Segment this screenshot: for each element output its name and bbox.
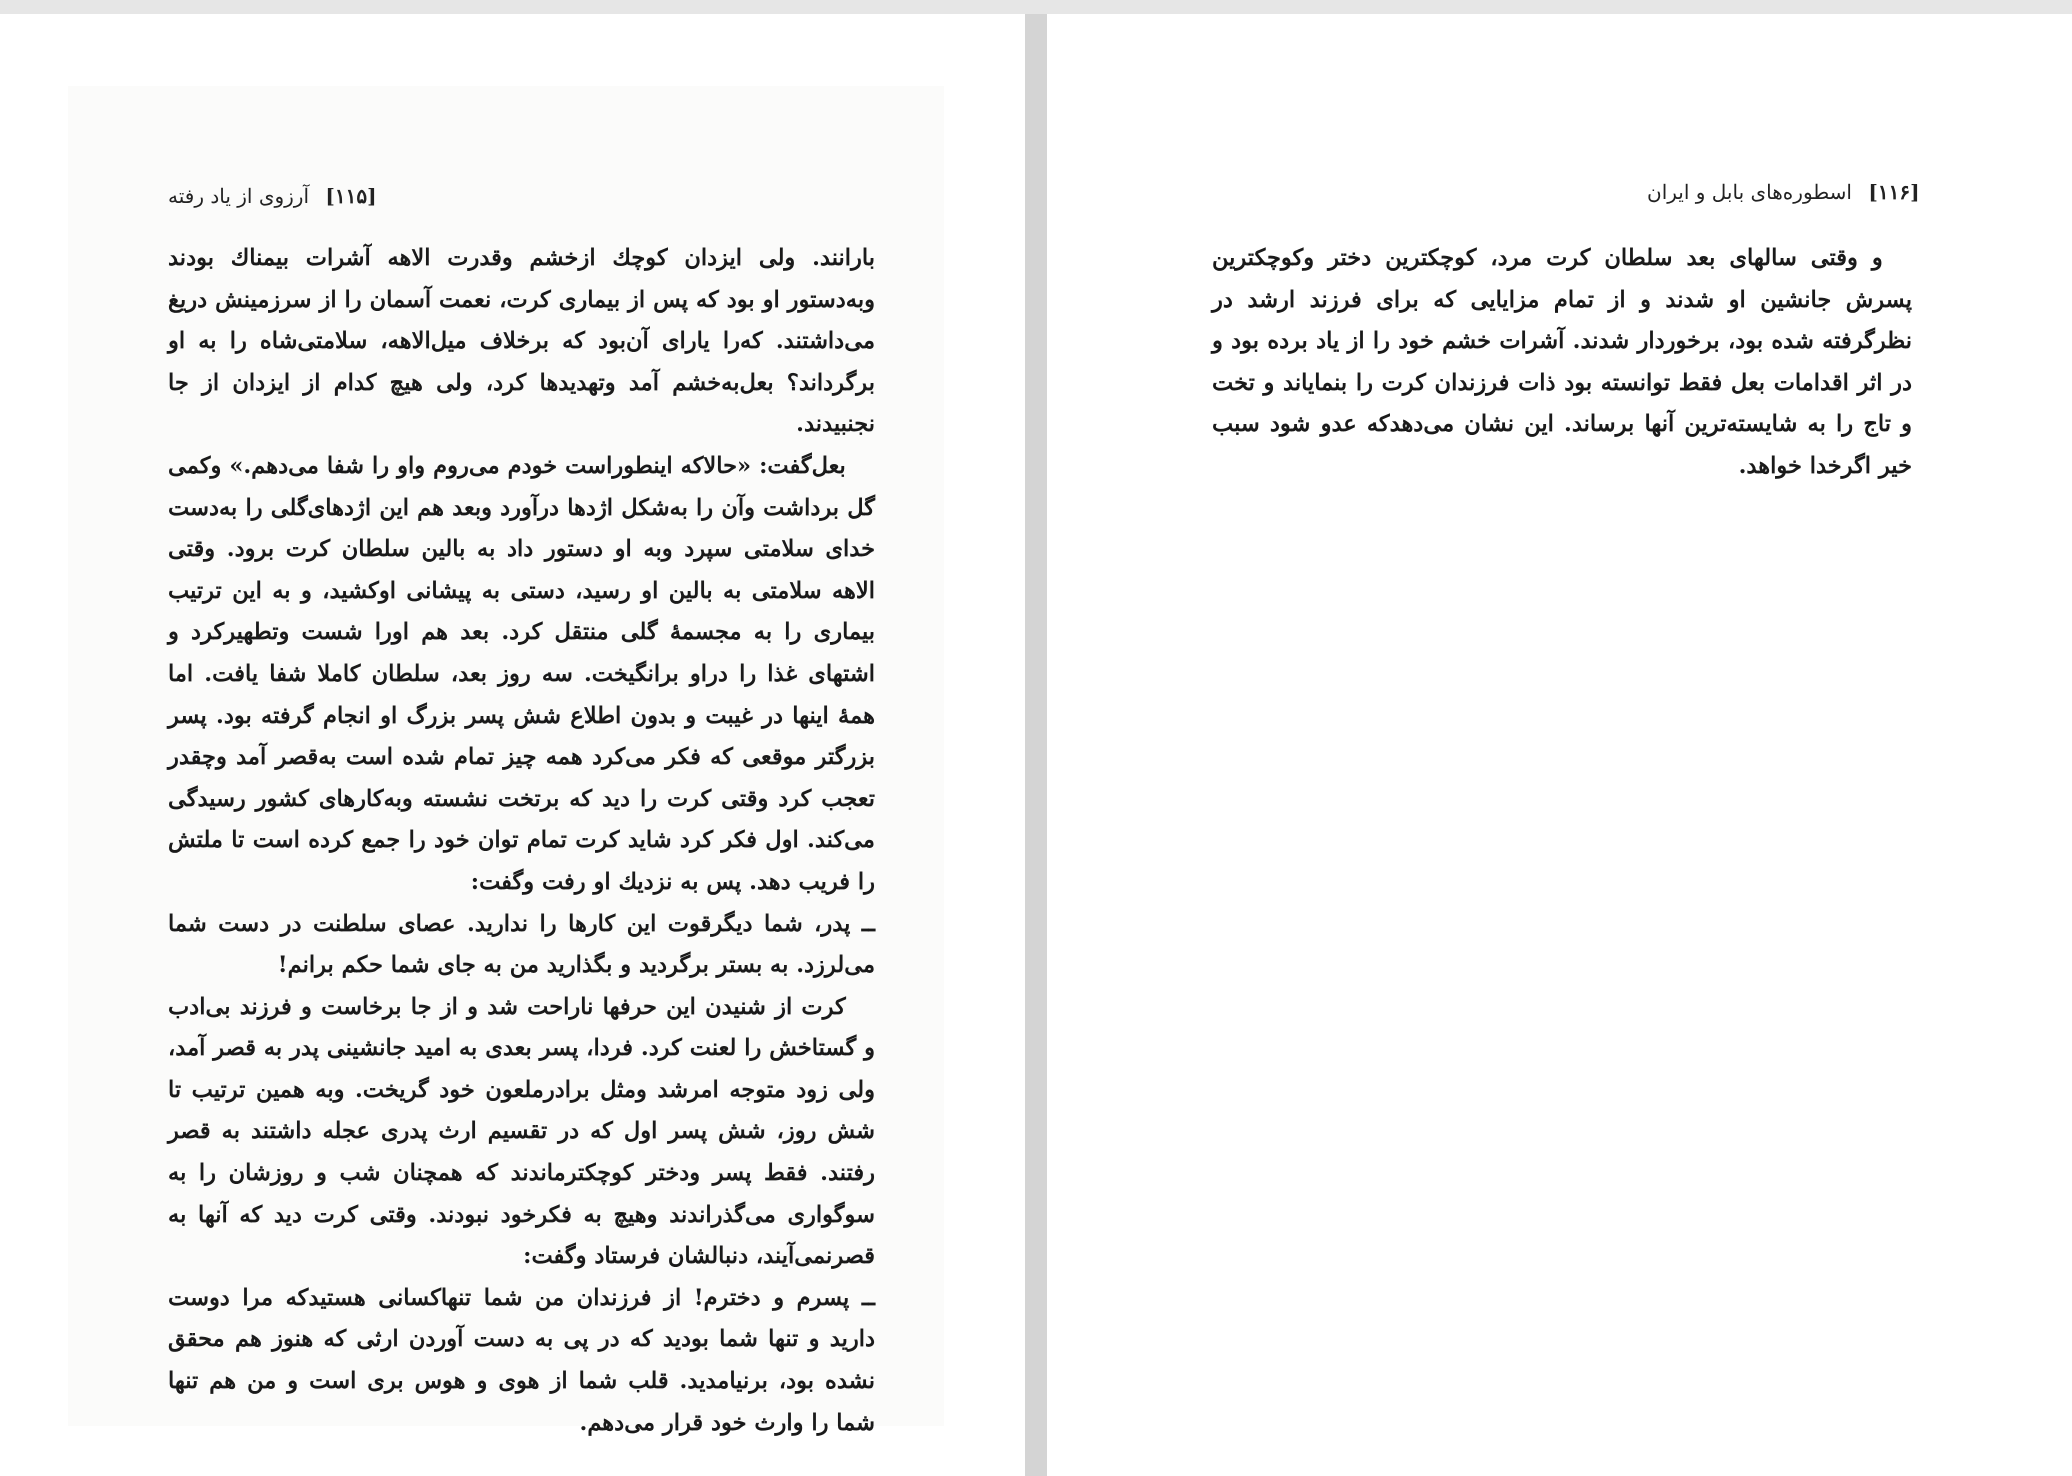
paragraph: و وقتی سالهای بعد سلطان کرت مرد، کوچکترین دختر وکوچکترین پسرش جانشین او شدند و از تمام مزایایی که برای فرزند ارشد در نظرگرفته شده بود، برخوردار شدند. آشرات خشم خود را از یاد برده بود و در اثر اقدامات بعل فقط توانسته بود ذات فرزندان کرت را بنمایاند و تخت و تاج را به شایسته‌ترین آنها برساند. این نشان می‌دهدکه عدو شود سبب خیر اگرخدا خواهد. xyxy=(1212,245,1912,479)
paragraph: بارانند. ولی ایزدان کوچك ازخشم وقدرت الاهه آشرات بیمناك بودند وبه‌دستور او بود که پس از بیماری کرت، نعمت آسمان را از سرزمینش دریغ می‌داشتند. که‌را یارای آن‌بود که برخلاف میل‌الاهه، سلامتی‌شاه را به او برگرداند؟ بعل‌به‌خشم آمد وتهدیدها کرد، ولی هیچ کدام از ایزدان از جا نجنبیدند. xyxy=(168,245,875,438)
running-title: آرزوی از یاد رفته xyxy=(168,184,310,208)
running-title: اسطوره‌های بابل و ایران xyxy=(1647,180,1852,204)
page-header xyxy=(168,184,377,208)
paragraph: ــ پدر، شما دیگرقوت این کارها را ندارید. عصای سلطنت در دست شما می‌لرزد. به بستر برگردید و بگذارید من به جای شما حکم برانم! xyxy=(168,910,875,979)
right-page xyxy=(1047,14,2072,1476)
paragraph: ــ پسرم و دخترم! از فرزندان من شما تنهاکسانی هستیدکه مرا دوست دارید و تنها شما بودید که در پی به دست آوردن ارثی که هنوز هم محقق نشده بود، برنیامدید. قلب شما از هوی و هوس بری است و من هم تنها شما را وارث خود قرار می‌دهم. xyxy=(168,1284,875,1436)
page-header xyxy=(1647,180,1920,204)
left-page xyxy=(0,14,1025,1476)
page-body xyxy=(168,238,875,1444)
paragraph: بعل‌گفت: «حالاکه اینطوراست خودم می‌روم واو را شفا می‌دهم.» وکمی گل برداشت وآن را به‌شکل اژدها درآورد وبعد هم این اژدهای‌گلی را به‌دست خدای سلامتی سپرد وبه او دستور داد به بالین سلطان کرت برود. وقتی الاهه سلامتی به بالین او رسید، دستی به پیشانی اوکشید، و به این ترتیب بیماری را به مجسمهٔ گلی منتقل کرد. بعد هم اورا شست وتطهیرکرد و اشتهای غذا را دراو برانگیخت. سه روز بعد، سلطان کاملا شفا یافت. اما همهٔ اینها در غیبت و بدون اطلاع شش پسر بزرگ او انجام گرفته بود. پسر بزرگتر موقعی که فکر می‌کرد همه چیز تمام شده است به‌قصر آمد وچقدر تعجب کرد وقتی کرت را دید که برتخت نشسته وبه‌کارهای کشور رسیدگی می‌کند. اول فکر کرد شاید کرت تمام توان خود را جمع کرده است تا ملتش را فریب دهد. پس به نزدیك او رفت وگفت: xyxy=(168,452,875,895)
page-number: [۱۱۵] xyxy=(325,184,377,208)
page-number: [۱۱۶] xyxy=(1868,180,1920,204)
paragraph: کرت از شنیدن این حرفها ناراحت شد و از جا برخاست و فرزند بی‌ادب و گستاخش را لعنت کرد. فردا، پسر بعدی به امید جانشینی پدر به قصر آمد، ولی زود متوجه امرشد ومثل برادرملعون خود گریخت. وبه همین ترتیب تا شش روز، شش پسر اول که در تقسیم ارث پدری عجله داشتند به قصر رفتند. فقط پسر ودختر کوچکترماندند که همچنان شب و روزشان را به سوگواری می‌گذراندند وهیچ به فکرخود نبودند. وقتی کرت دید که آنها به قصرنمی‌آیند، دنبالشان فرستاد وگفت: xyxy=(168,993,875,1270)
page-gutter xyxy=(1025,14,1047,1476)
page-body xyxy=(1212,238,1912,488)
